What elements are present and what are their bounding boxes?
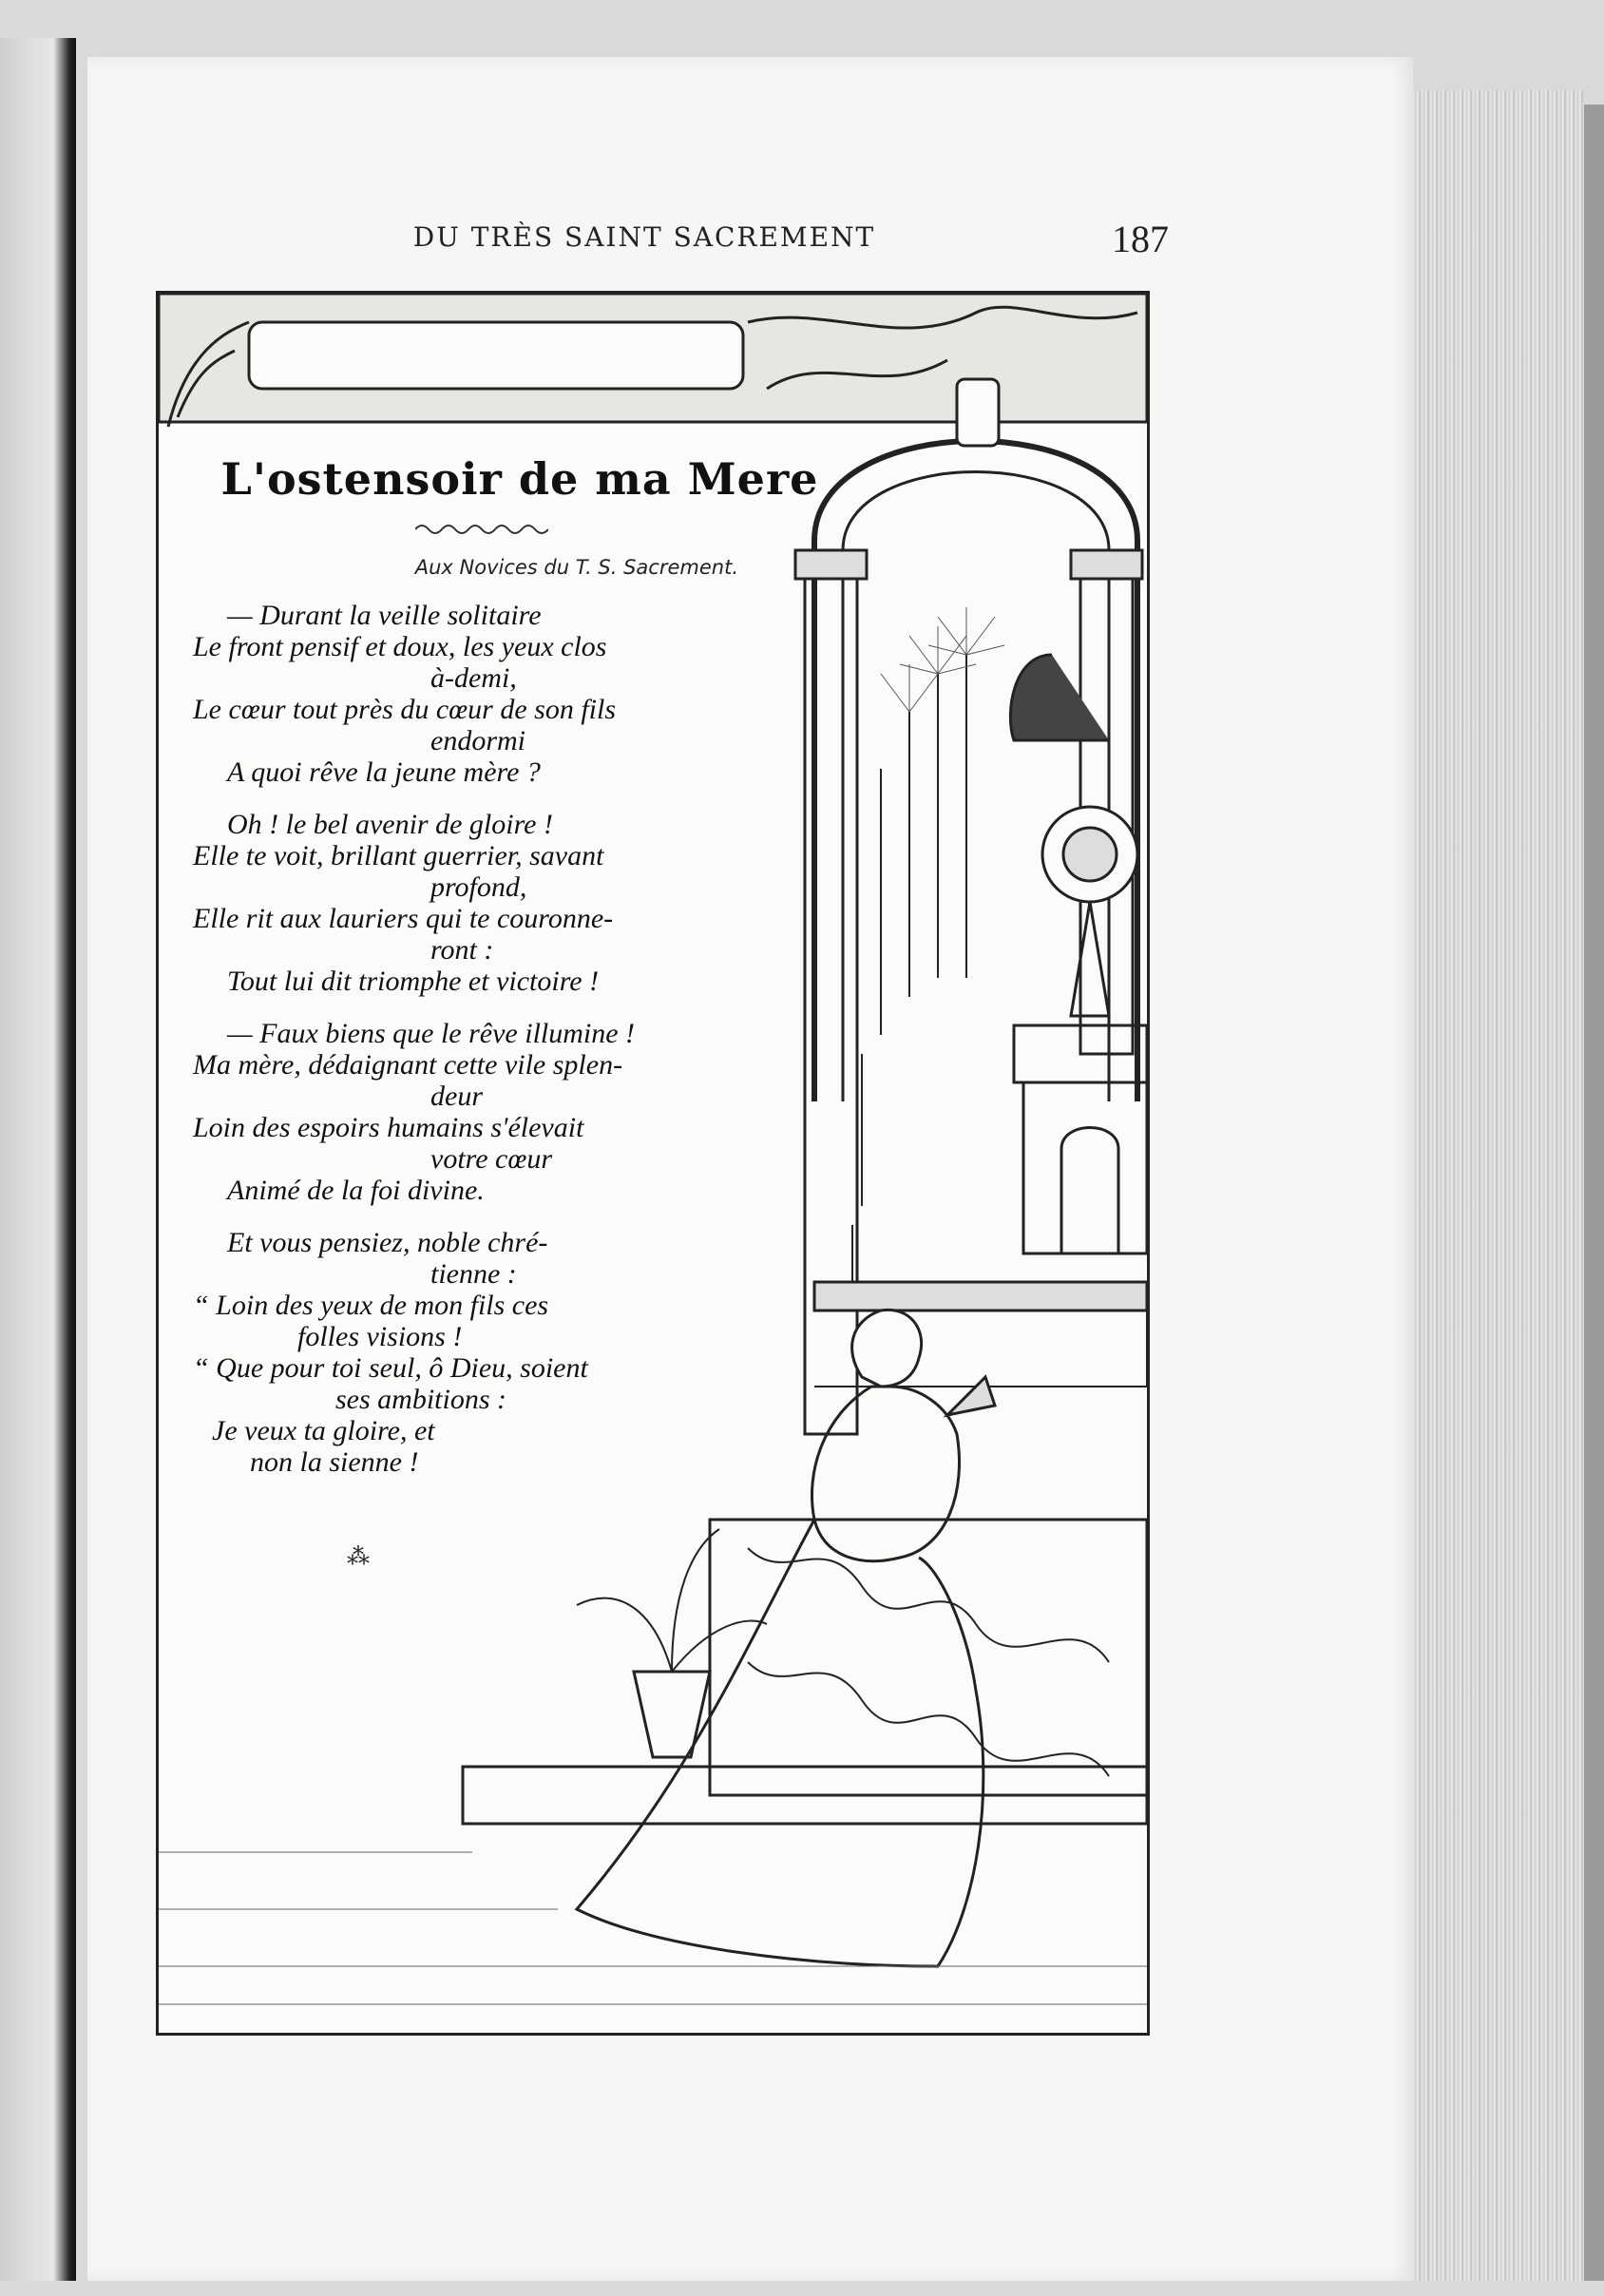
poem-line: — Faux biens que le rêve illumine ! — [227, 1018, 636, 1049]
poem-line: deur — [430, 1081, 483, 1112]
stanza-2 — [193, 809, 820, 997]
poem-body — [193, 600, 820, 1499]
poem-line: Le cœur tout près du cœur de son fils — [193, 694, 617, 725]
illustrated-plate — [156, 291, 1150, 2036]
poem-line: Le front pensif et doux, les yeux clos — [193, 631, 607, 662]
poem-line: Animé de la foi divine. — [227, 1175, 485, 1206]
poem-dedication: Aux Novices du T. S. Sacrement. — [414, 556, 738, 579]
title-flourish-ornament — [415, 520, 548, 539]
running-header: DU TRÈS SAINT SACREMENT — [412, 221, 876, 253]
poem-line: Loin des espoirs humains s'élevait — [193, 1112, 584, 1143]
poem-title: L'ostensoir de ma Mere — [220, 453, 819, 505]
poem-line: ront : — [430, 934, 494, 966]
poem-line: Elle te voit, brillant guerrier, savant — [193, 840, 604, 871]
stanza-1 — [193, 600, 820, 788]
poem-line: Oh ! le bel avenir de gloire ! — [227, 809, 553, 840]
poem-line: — Durant la veille solitaire — [227, 600, 542, 631]
poem-line: votre cœur — [430, 1143, 553, 1175]
page-number: 187 — [1112, 218, 1169, 260]
book-cover-edge — [1584, 105, 1604, 2281]
poem-line: “ Que pour toi seul, ô Dieu, soient — [193, 1352, 588, 1384]
poem-line: ses ambitions : — [335, 1384, 506, 1415]
poem-line: folles visions ! — [297, 1321, 463, 1352]
poem-line: tienne : — [430, 1258, 517, 1290]
page-block-edges — [1413, 90, 1584, 2281]
poem-line: non la sienne ! — [250, 1446, 419, 1478]
stanza-4 — [193, 1227, 820, 1478]
facing-page-edge — [0, 38, 76, 2281]
poem-line: “ Loin des yeux de mon fils ces — [193, 1290, 549, 1321]
poem-line: A quoi rêve la jeune mère ? — [227, 756, 541, 788]
poem-line: Ma mère, dédaignant cette vile splen- — [193, 1049, 623, 1081]
stanza-3 — [193, 1018, 820, 1206]
asterism-ornament: ⁂ — [347, 1543, 370, 1570]
poem-line: Tout lui dit triomphe et victoire ! — [227, 966, 600, 997]
poem-line: Je veux ta gloire, et — [212, 1415, 435, 1446]
poem-line: endormi — [430, 725, 525, 756]
poem-line: Elle rit aux lauriers qui te couronne- — [193, 903, 614, 934]
poem-line: profond, — [430, 871, 527, 903]
poem-line: Et vous pensiez, noble chré- — [227, 1227, 548, 1258]
poem-line: à-demi, — [430, 662, 517, 694]
